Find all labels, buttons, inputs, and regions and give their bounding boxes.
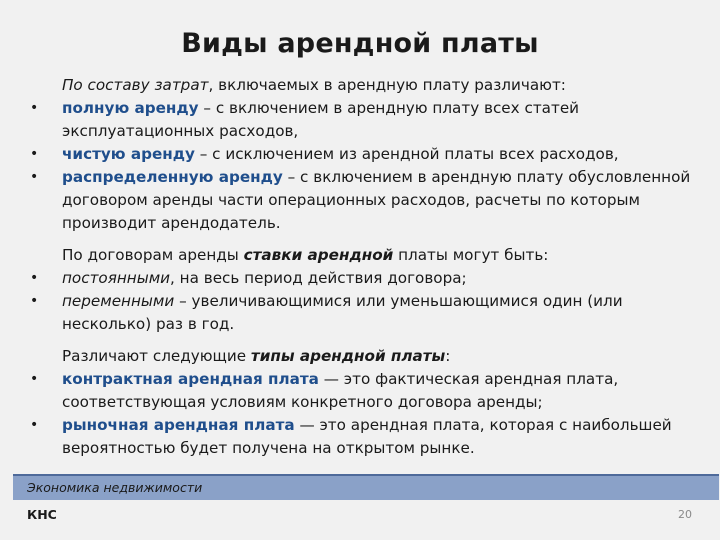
term-description: – с включением в арендную плату обусловленной договором аренды части операционных расходов, расчеты по которым производит арендодатель. (62, 168, 691, 232)
section3-intro-before: Различают следующие (62, 347, 251, 365)
term-description: – увеличивающимися или уменьшающимися один (или несколько) раз в год. (62, 292, 623, 333)
footer-course-title: Экономика недвижимости (27, 480, 203, 495)
term-description: , на весь период действия договора; (170, 269, 467, 287)
section3-intro (28, 345, 698, 368)
footer-org: КНС (27, 507, 57, 522)
bullet-marker: • (30, 293, 39, 309)
term-market-rent: рыночная арендная плата (62, 416, 295, 434)
term-description: – с исключением из арендной платы всех расходов, (194, 145, 619, 163)
section2-intro (28, 244, 698, 267)
section3-intro-after: : (445, 347, 451, 365)
bullet-marker: • (30, 371, 39, 387)
term-full-lease: полную аренду (62, 99, 199, 117)
bullet-marker: • (30, 270, 39, 286)
term-constant: постоянными (62, 269, 171, 287)
bullet-marker: • (30, 169, 39, 185)
term-description: – с включением в арендную плату всех статей эксплуатационных расходов, (62, 99, 580, 140)
term-distributed-lease: распределенную аренду (62, 168, 283, 186)
bullet-marker: • (30, 100, 39, 116)
slide-body (28, 74, 698, 460)
section1-intro (28, 74, 698, 97)
bullet-marker: • (30, 146, 39, 162)
list-item (28, 267, 698, 290)
page-number: 20 (678, 508, 692, 521)
section1-intro-italic: По составу затрат (62, 76, 209, 94)
section2-intro-after: платы могут быть: (393, 246, 549, 264)
footer-bar (13, 474, 719, 500)
list-item (28, 414, 698, 460)
section3-intro-emphasis: типы арендной платы (250, 347, 446, 365)
bullet-marker: • (30, 417, 39, 433)
list-item (28, 97, 698, 143)
slide-title: Виды арендной платы (181, 28, 539, 59)
section2-intro-emphasis: ставки арендной (243, 246, 394, 264)
list-item (28, 143, 698, 166)
list-item (28, 166, 698, 235)
section2-intro-before: По договорам аренды (62, 246, 244, 264)
list-item (28, 290, 698, 336)
section1-intro-rest: , включаемых в арендную плату различают: (208, 76, 566, 94)
term-contract-rent: контрактная арендная плата (62, 370, 319, 388)
term-net-lease: чистую аренду (62, 145, 195, 163)
term-description: — это арендная плата, которая с наибольшей вероятностью будет получена на открытом рынке. (62, 416, 672, 457)
term-description: — это фактическая арендная плата, соответствующая условиям конкретного договора аренды; (62, 370, 619, 411)
term-variable: переменными (62, 292, 175, 310)
list-item (28, 368, 698, 414)
